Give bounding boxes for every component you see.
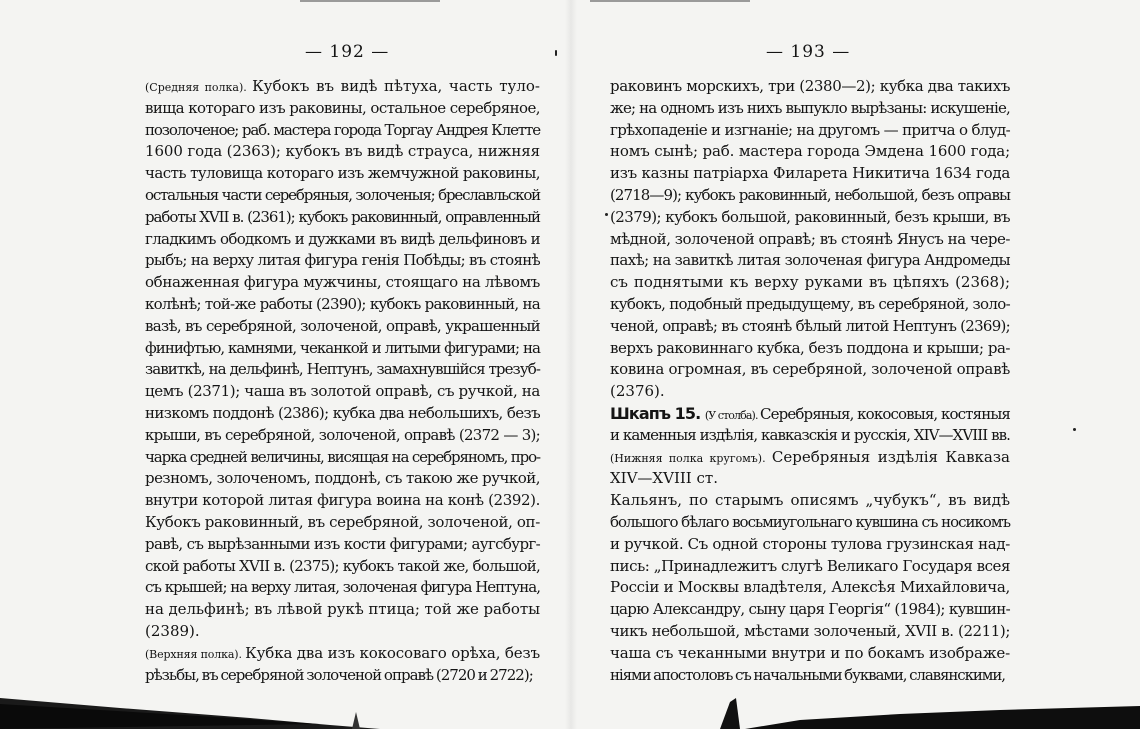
text-segment: крыши, въ серебряной, золоченой, оправѣ (2372 — 3);: [145, 425, 540, 444]
text-line: [610, 229, 1010, 251]
text-line: [610, 468, 1010, 490]
text-segment: пись: „Принадлежитъ слугѣ Великаго Государя всея: [610, 556, 1010, 575]
text-line: [610, 577, 1010, 599]
text-line: [145, 447, 540, 469]
text-segment: раковинъ морскихъ, три (2380—2); кубка два такихъ: [610, 77, 1010, 95]
scan-speck: [1073, 428, 1076, 431]
text-segment: низкомъ поддонѣ (2386); кубка два небольшихъ, безъ: [145, 403, 540, 422]
text-line: [145, 643, 540, 665]
text-line: [610, 163, 1010, 185]
text-line: [145, 185, 540, 207]
text-segment: резномъ, золоченомъ, поддонѣ, съ такою же ручкой,: [145, 469, 540, 488]
text-line: [145, 98, 540, 120]
text-segment: и ручкой. Съ одной стороны тулова грузинская над-: [610, 534, 1010, 553]
text-segment: остальныя части серебряныя, золоченыя; бреславльской: [145, 185, 540, 204]
text-line: [610, 76, 1010, 98]
text-line: [145, 229, 540, 251]
text-segment: (2376).: [610, 382, 665, 401]
text-line: [610, 599, 1010, 621]
text-line: [145, 512, 540, 534]
text-line: [610, 338, 1010, 360]
text-segment: съ крышей; на верху литая, золоченая фигура Нептуна,: [145, 578, 540, 597]
text-segment: (Верхняя полка).: [145, 647, 246, 661]
text-line: [610, 359, 1010, 381]
text-segment: часть туловища котораго изъ жемчужной раковины,: [145, 164, 540, 183]
text-line: [145, 141, 540, 163]
text-segment: обнаженная фигура мужчины, стоящаго на лѣвомъ: [145, 273, 540, 292]
text-segment: ніями апостоловъ съ начальными буквами, славянскими,: [610, 665, 1005, 684]
text-segment: Кубка два изъ кокосоваго орѣха, безъ: [245, 643, 540, 662]
text-segment: верхъ раковиннаго кубка, безъ поддона и крыши; ра-: [610, 338, 1010, 357]
text-segment: финифтью, камнями, чеканкой и литыми фигурами; на: [145, 338, 540, 357]
text-line: [610, 381, 1010, 403]
page-number: — 193 —: [766, 42, 851, 62]
text-segment: (У столба).: [704, 408, 760, 422]
text-line: [610, 207, 1010, 229]
text-segment: завиткѣ, на дельфинѣ, Нептунъ, замахнувшійся трезуб-: [145, 360, 540, 379]
text-line: [145, 425, 540, 447]
text-line: [610, 98, 1010, 120]
text-line: [610, 141, 1010, 163]
text-line: [145, 250, 540, 272]
text-line: [145, 534, 540, 556]
text-line: [610, 425, 1010, 447]
text-segment: позолоченое; раб. мастера города Торгау Андрея Клетте: [145, 120, 540, 139]
text-segment: чарка средней величины, висящая на серебряномъ, про-: [145, 447, 540, 466]
text-segment: (2389).: [145, 621, 200, 640]
text-line: [145, 338, 540, 360]
text-line: [145, 381, 540, 403]
text-segment: вазѣ, въ серебряной, золоченой, оправѣ, украшенный: [145, 316, 540, 335]
text-segment: Кубокъ раковинный, въ серебряной, золоченой, оп-: [145, 512, 540, 531]
text-segment: чикъ небольшой, мѣстами золоченый, XVII в. (2211);: [610, 621, 1010, 640]
text-segment: Россіи и Москвы владѣтеля, Алексѣя Михайловича,: [610, 578, 1010, 597]
text-segment: Кальянъ, по старымъ описямъ „чубукъ“, въ видѣ: [610, 491, 1010, 510]
text-segment: рѣзьбы, въ серебряной золоченой оправѣ (2720 и 2722);: [145, 665, 533, 684]
text-line: [145, 403, 540, 425]
text-line: [610, 316, 1010, 338]
text-line: [145, 599, 540, 621]
text-line: [145, 556, 540, 578]
text-line: [145, 76, 540, 98]
text-line: [145, 294, 540, 316]
page-text: [145, 76, 540, 686]
text-segment: гладкимъ ободкомъ и дужками въ видѣ дельфиновъ и: [145, 229, 540, 248]
scan-speck: [605, 213, 608, 216]
text-line: [610, 534, 1010, 556]
text-segment: Серебряныя издѣлія Кавказа: [771, 447, 1010, 466]
text-segment: Серебряныя, кокосовыя, костяныя: [759, 404, 1010, 423]
text-segment: изъ казны патріарха Филарета Никитича 1634 года: [610, 164, 1010, 183]
text-segment: рыбъ; на верху литая фигура генія Побѣды; въ стоянѣ: [145, 251, 540, 270]
text-segment: (Нижняя полка кругомъ).: [610, 451, 772, 465]
text-line: [610, 403, 1010, 425]
text-segment: пахѣ; на завиткѣ литая золоченая фигура Андромеды: [610, 251, 1010, 270]
text-segment: XIV—XVIII ст.: [610, 469, 718, 488]
text-segment: кубокъ, подобный предыдущему, въ серебряной, золо-: [610, 294, 1010, 313]
text-line: [610, 621, 1010, 643]
text-segment: большого бѣлаго восьмиугольнаго кувшина съ носикомъ: [610, 512, 1010, 531]
text-line: [145, 577, 540, 599]
text-segment: номъ сынѣ; раб. мастера города Эмдена 1600 года;: [610, 142, 1010, 161]
text-segment: Кубокъ въ видѣ пѣтуха, часть туло-: [252, 77, 540, 95]
text-segment: чаша съ чеканными внутри и по бокамъ изображе-: [610, 643, 1010, 662]
text-segment: (2718—9); кубокъ раковинный, небольшой, безъ оправы: [610, 185, 1010, 204]
text-segment: царю Александру, сыну царя Георгія“ (1984); кувшин-: [610, 600, 1010, 619]
page-number: — 192 —: [305, 42, 390, 62]
text-segment: и каменныя издѣлія, кавказскія и русскія, XIV—XVIII вв.: [610, 425, 1010, 444]
text-segment: грѣхопаденіе и изгнаніе; на другомъ — притча о блуд-: [610, 120, 1010, 139]
text-segment: ской работы XVII в. (2375); кубокъ такой же, большой,: [145, 556, 540, 575]
text-line: [145, 272, 540, 294]
text-segment: мѣдной, золоченой оправѣ; въ стоянѣ Янусъ на чере-: [610, 229, 1010, 248]
text-segment: работы XVII в. (2361); кубокъ раковинный, оправленный: [145, 207, 540, 226]
text-segment: ковина огромная, въ серебряной, золоченой оправѣ: [610, 360, 1010, 379]
text-segment: же; на одномъ изъ нихъ выпукло вырѣзаны: искушеніе,: [610, 98, 1010, 117]
text-segment: Шкапъ 15.: [610, 403, 705, 423]
text-segment: съ поднятыми къ верху руками въ цѣпяхъ (2368);: [610, 273, 1010, 292]
scan-bottom-edge: [0, 690, 1140, 729]
text-line: [145, 359, 540, 381]
page-text: [610, 76, 1010, 686]
text-line: [610, 512, 1010, 534]
text-line: [610, 490, 1010, 512]
text-segment: 1600 года (2363); кубокъ въ видѣ страуса, нижняя: [145, 142, 540, 161]
text-segment: на дельфинѣ; въ лѣвой рукѣ птица; той же работы: [145, 600, 540, 619]
text-line: [145, 120, 540, 142]
text-line: [610, 665, 1010, 687]
text-segment: вища котораго изъ раковины, остальное серебряное,: [145, 98, 540, 117]
text-line: [610, 250, 1010, 272]
text-line: [145, 468, 540, 490]
text-segment: внутри которой литая фигура воина на конѣ (2392).: [145, 491, 540, 510]
text-segment: (2379); кубокъ большой, раковинный, безъ крыши, въ: [610, 207, 1010, 226]
text-line: [610, 272, 1010, 294]
text-segment: цемъ (2371); чаша въ золотой оправѣ, съ ручкой, на: [145, 382, 540, 401]
text-line: [610, 120, 1010, 142]
text-line: [145, 207, 540, 229]
right-page: [570, 0, 1140, 729]
text-segment: колѣнѣ; той-же работы (2390); кубокъ раковинный, на: [145, 294, 540, 313]
scan-speck: [555, 50, 557, 56]
text-line: [145, 621, 540, 643]
text-line: [610, 643, 1010, 665]
text-line: [610, 294, 1010, 316]
text-line: [145, 665, 540, 687]
text-segment: равѣ, съ вырѣзанными изъ кости фигурами; аугсбург-: [145, 534, 540, 553]
text-segment: ченой, оправѣ; въ стоянѣ бѣлый литой Нептунъ (2369);: [610, 316, 1010, 335]
text-line: [610, 447, 1010, 469]
text-line: [145, 490, 540, 512]
text-line: [145, 163, 540, 185]
text-line: [145, 316, 540, 338]
text-line: [610, 556, 1010, 578]
text-segment: (Средняя полка).: [145, 81, 253, 94]
text-line: [610, 185, 1010, 207]
